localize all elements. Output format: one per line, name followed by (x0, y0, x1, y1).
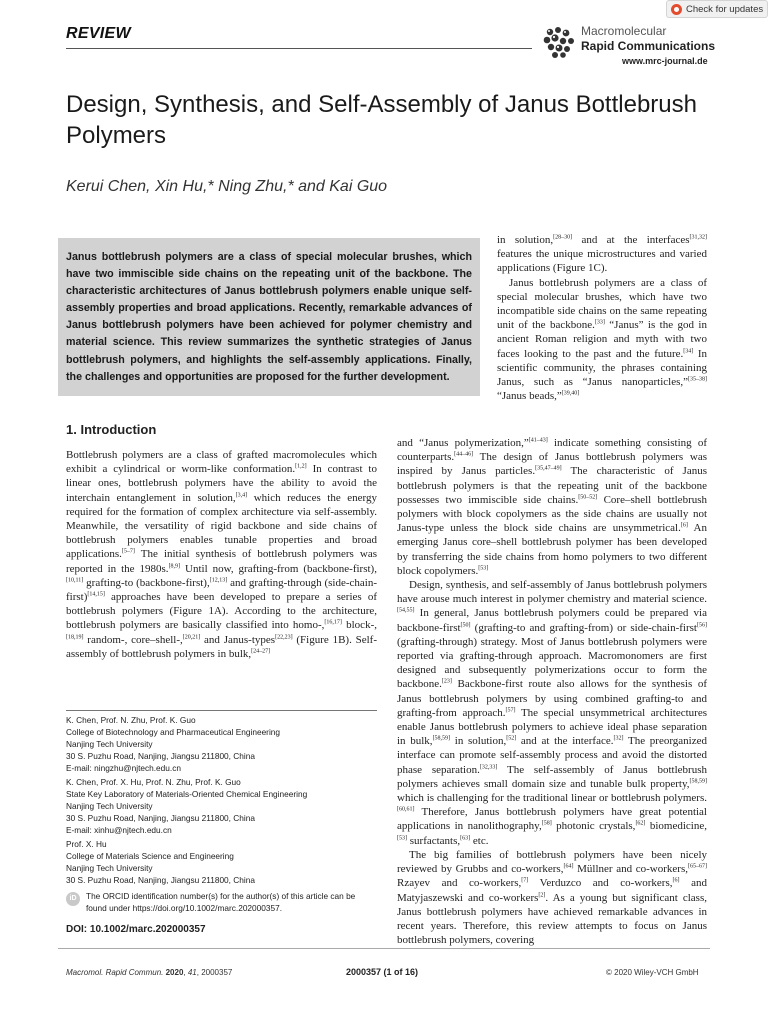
citation-ref[interactable]: [50] (460, 621, 471, 628)
citation-ref[interactable]: [53] (478, 565, 489, 572)
right-column-wide (397, 436, 707, 947)
citation-ref[interactable]: [56] (697, 621, 707, 628)
citation-ref[interactable]: [1,2] (295, 463, 307, 470)
citation-ref[interactable]: [8,9] (168, 562, 181, 569)
affiliation-line: Prof. X. Hu (66, 839, 107, 849)
citation-ref[interactable]: [5–7] (121, 548, 135, 555)
journal-logo-icon (540, 24, 578, 60)
section-heading: 1. Introduction (66, 422, 157, 437)
affiliation-line: College of Materials Science and Engineering (66, 851, 234, 861)
citation-ref[interactable]: [58] (541, 820, 552, 827)
affiliation-email[interactable]: E-mail: ningzhu@njtech.edu.cn (66, 763, 181, 773)
affiliations-block (66, 714, 377, 914)
section-label: REVIEW (66, 25, 131, 42)
affiliation-line: 30 S. Puzhu Road, Nanjing, Jiangsu 211800, China (66, 813, 255, 823)
citation-ref[interactable]: [2] (538, 891, 546, 898)
citation-ref[interactable]: [39,40] (561, 390, 580, 397)
doi-link[interactable]: DOI: 10.1002/marc.202000357 (66, 924, 206, 935)
abstract-text: Janus bottlebrush polymers are a class of special molecular brushes, which have two immiscible side chains on the repeating unit of the backbone. The characteristic architectures of Janus bottlebrush polymers enable unique self-assembly properties and broad applications. Recently, remarkable advances of Janus bottlebrush polymers have been achieved for polymer chemistry and material science. This review summarizes the synthetic strategies of Janus bottlebrush polymers, and highlights the self-assembly applications. Finally, the challenges and opportunities are proposed for the further development. (66, 251, 472, 383)
citation-ref[interactable]: [44–46] (454, 451, 474, 458)
citation-ref[interactable]: [54,55] (397, 607, 415, 614)
citation-ref[interactable]: [16,17] (324, 619, 342, 626)
affiliation-line: 30 S. Puzhu Road, Nanjing, Jiangsu 211800, China (66, 875, 255, 885)
citation-ref[interactable]: [58,59] (432, 735, 451, 742)
citation-ref[interactable]: [62] (635, 820, 646, 827)
citation-ref[interactable]: [65–67] (688, 863, 707, 870)
body-paragraph: Janus bottlebrush polymers are a class of special molecular brushes, which have two incompatible side chains on the same repeating unit of the backbone.[33] “Janus” is the god in ancient Roman religion and myth with two faces looking to the past and the future.[34] In scientific community, the phrases containing Janus, such as “Janus nanoparticles,”[35–38] “Janus beads,”[39,40] (497, 276, 707, 403)
affiliation-divider (66, 710, 377, 711)
citation-ref[interactable]: [24–27] (251, 648, 271, 655)
citation-ref[interactable]: [58,59] (689, 778, 707, 785)
citation-ref[interactable]: [57] (505, 707, 516, 714)
affiliation-line: State Key Laboratory of Materials-Oriented Chemical Engineering (66, 789, 308, 799)
affiliation-group (66, 776, 377, 836)
citation-ref[interactable]: [6] (672, 877, 680, 884)
affiliation-line: College of Biotechnology and Pharmaceutical Engineering (66, 727, 281, 737)
affiliation-email[interactable]: E-mail: xinhu@njtech.edu.cn (66, 825, 172, 835)
citation-ref[interactable]: [33] (594, 319, 605, 326)
citation-ref[interactable]: [22,23] (275, 633, 293, 640)
footer-page-number: 2000357 (1 of 16) (346, 967, 419, 977)
body-paragraph: Design, synthesis, and self-assembly of Janus bottlebrush polymers have arouse much interest in polymer chemistry and material science.[54,55] In general, Janus bottlebrush polymers could be prepared via backbone-first[50] (grafting-to and grafting-from) or side-chain-first[56] (grafting-through) strategy. Most of Janus bottlebrush polymers were reported via grafting-through approach. Macromonomers are first designed and subsequently polymerizations occur to form the backbone.[23] Backbone-first route also allows for the synthesis of Janus bottlebrush polymers by using combined grafting-to and grafting-from approach.[57] The special unsymmetrical architectures enable Janus bottlebrush polymers to achieve ideal phase separation in bulk,[58,59] in solution,[52] and at the interface.[32] The preorganized interface can promote self-assembly process and avoid the distorted phase separation.[32,33] The self-assembly of Janus bottlebrush polymers achieves small domain size and tunable bulk property,[58,59] which is challenging for the traditional linear or bottlebrush polymers.[60,61] Therefore, Janus bottlebrush polymers have great potential applications in nanolithography,[58] photonic crystals,[62] biomedicine,[53] surfactants,[63] etc. (397, 579, 707, 847)
citation-ref[interactable]: [32,33] (479, 764, 498, 771)
affiliation-group (66, 838, 377, 886)
affiliation-line: 30 S. Puzhu Road, Nanjing, Jiangsu 211800, China (66, 751, 255, 761)
author-list: Kerui Chen, Xin Hu,* Ning Zhu,* and Kai Guo (66, 178, 388, 195)
affiliation-line: Nanjing Tech University (66, 739, 153, 749)
citation-ref[interactable]: [64] (563, 863, 574, 870)
citation-ref[interactable]: [23] (441, 678, 452, 685)
citation-ref[interactable]: [14,15] (87, 591, 105, 598)
affiliation-group (66, 714, 377, 774)
citation-ref[interactable]: [41–43] (528, 437, 548, 444)
body-paragraph: and “Janus polymerization,”[41–43] indicate something consisting of counterparts.[44–46] The design of Janus bottlebrush polymers was inspired by Janus particles.[35,47–49] The characteristic of Janus bottlebrush polymers is that the repeating unit of the backbone possesses two immiscible side chains.[50–52] Core–shell bottlebrush polymers with block copolymers as the side chains are usually not Janus-type unless the block side chains are unsymmetrical.[6] An emerging Janus core–shell bottlebrush polymer has been developed by transferring the side chains from homo polymers to two different block copolymers.[53] (397, 437, 708, 577)
orcid-icon: iD (66, 892, 80, 906)
footer-divider (58, 948, 710, 949)
citation-ref[interactable]: [7] (521, 877, 529, 884)
citation-ref[interactable]: [10,11] (66, 577, 84, 584)
affiliation-line: Nanjing Tech University (66, 801, 153, 811)
affiliation-line: Nanjing Tech University (66, 863, 153, 873)
citation-ref[interactable]: [20,21] (182, 633, 201, 640)
affiliation-line: K. Chen, Prof. X. Hu, Prof. N. Zhu, Prof. K. Guo (66, 777, 241, 787)
citation-ref[interactable]: [12,13] (209, 577, 228, 584)
citation-ref[interactable]: [32] (613, 735, 624, 742)
footer-citation: Macromol. Rapid Commun. 2020, 41, 2000357 (66, 968, 233, 977)
orcid-note-row (66, 890, 377, 914)
journal-name-line1: Macromolecular (581, 24, 667, 38)
journal-url-link[interactable]: www.mrc-journal.de (622, 56, 708, 66)
affiliation-line: K. Chen, Prof. N. Zhu, Prof. K. Guo (66, 715, 196, 725)
citation-ref[interactable]: [53] (397, 835, 407, 842)
citation-ref[interactable]: [18,19] (66, 633, 84, 640)
citation-ref[interactable]: [31,32] (689, 234, 707, 241)
crossmark-icon (671, 4, 682, 15)
citation-ref[interactable]: [3,4] (235, 491, 248, 498)
check-for-updates-label: Check for updates (686, 3, 764, 15)
citation-ref[interactable]: [35,47–49] (535, 465, 562, 472)
journal-name-line2: Rapid Communications (581, 39, 716, 53)
check-for-updates-button[interactable] (666, 0, 768, 18)
body-paragraph: in solution,[28–30] and at the interfaces[31,32] features the unique microstructures and varied applications (Figure 1C). (497, 234, 707, 275)
citation-ref[interactable]: [63] (460, 835, 471, 842)
article-title: Design, Synthesis, and Self-Assembly of Janus Bottlebrush Polymers (66, 91, 697, 149)
citation-ref[interactable]: [35–38] (688, 376, 707, 383)
right-column-narrow (497, 233, 707, 403)
header-divider (66, 48, 532, 49)
body-paragraph: The big families of bottlebrush polymers have been nicely reviewed by Grubbs and co-workers,[64] Müllner and co-workers,[65–67] Rzayev and co-workers,[7] Verduzco and co-workers,[6] and Matyjaszewski and co-workers[2]. As a young but significant class, Janus bottlebrush polymers have achieved remarkable advances in recent years. Therefore, this review attempts to focus on Janus bottlebrush polymers, covering (397, 848, 707, 947)
citation-ref[interactable]: [60,61] (397, 806, 415, 813)
citation-ref[interactable]: [6] (680, 522, 688, 529)
citation-ref[interactable]: [52] (506, 735, 517, 742)
citation-ref[interactable]: [34] (683, 347, 694, 354)
citation-ref[interactable]: [28–30] (553, 234, 573, 241)
orcid-note[interactable]: The ORCID identification number(s) for the author(s) of this article can be found under https://doi.org/10.1002/marc.202000357. (86, 891, 356, 913)
intro-paragraph: Bottlebrush polymers are a class of grafted macromolecules which exhibit a cylindrical or worm-like conformation.[1,2] In contrast to linear ones, bottlebrush polymers have the ability to avoid the interchain entanglement in solution,[3,4] which reduces the energy required for the formation of complex architecture via self-assembly. Meanwhile, the versatility of rigid backbone and side chains of bottlebrush polymers enables tunable properties and broad applications.[5–7] The initial synthesis of bottlebrush polymers was reported in the 1980s.[8,9] Until now, grafting-from (backbone-first),[10,11] grafting-to (backbone-first),[12,13] and grafting-through (side-chain-first)[14,15] approaches have been developed to prepare a series of bottlebrush polymers (Figure 1A). According to the architecture, bottlebrush polymers are basically classified into homo-,[16,17] block-,[18,19] random-, core–shell-,[20,21] and Janus-types[22,23] (Figure 1B). Self-assembly of bottlebrush polymers in bulk,[24–27] (66, 449, 378, 660)
citation-ref[interactable]: [50–52] (578, 494, 598, 501)
footer-copyright: © 2020 Wiley-VCH GmbH (606, 968, 699, 977)
